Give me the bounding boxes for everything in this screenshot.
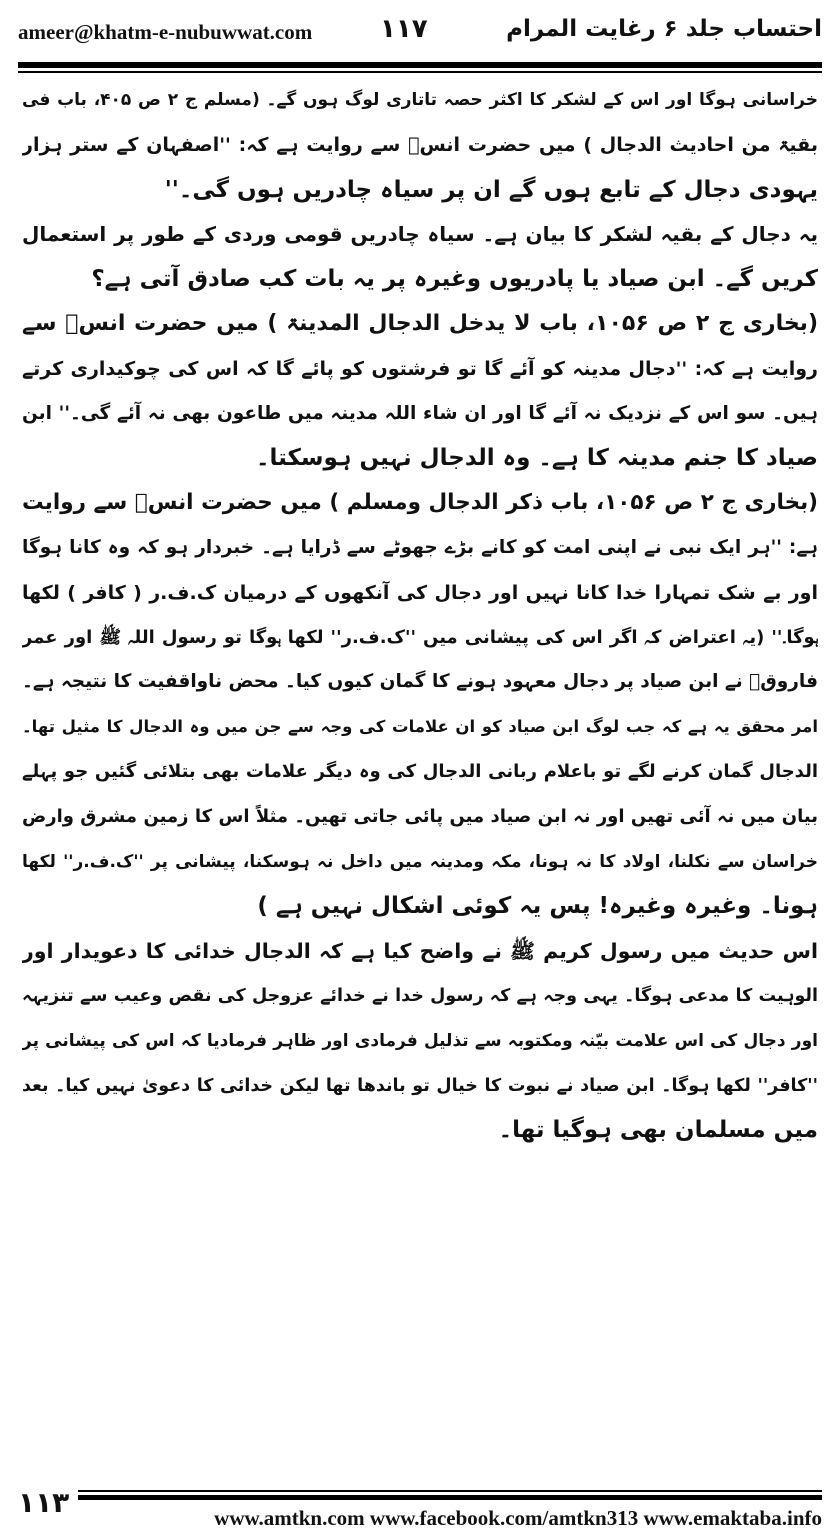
header-book-title: احتساب جلد ۶ رغایت المرام [506, 16, 822, 42]
text-line: الوہیت کا مدعی ہوگا۔ یہی وجہ ہے کہ رسول خدا نے خدائے عزوجل کی نقص وعیب سے تنزیہہ [22, 985, 818, 1006]
text-line: اور بے شک تمہارا خدا کانا نہیں اور دجال کی آنکھوں کے درمیان ک.ف.ر ( کافر ) لکھا [22, 581, 818, 604]
header-rule-thin [18, 71, 822, 73]
footer-rule-thick [78, 1495, 822, 1500]
page-body [22, 78, 818, 1478]
text-line: کریں گے۔ ابن صیاد یا پادریوں وغیرہ پر یہ بات کب صادق آتی ہے؟ [91, 266, 818, 293]
text-line: (بخاری ج ۲ ص ۱۰۵۶، باب ذکر الدجال ومسلم ) میں حضرت انسؓ سے روایت [22, 490, 818, 516]
text-line: میں مسلمان بھی ہوگیا تھا۔ [498, 1117, 818, 1144]
text-line: یہودی دجال کے تابع ہوں گے ان پر سیاہ چادریں ہوں گی۔'' [164, 176, 818, 203]
text-line: خراسان سے نکلنا، اولاد کا نہ ہونا، مکہ ومدینہ میں داخل نہ ہوسکنا، پیشانی پر ''ک.ف.ر'' لکھا [22, 851, 818, 872]
text-line: ہونا۔ وغیرہ وغیرہ! پس یہ کوئی اشکال نہیں ہے ) [257, 893, 818, 920]
text-line: امر محقق یہ ہے کہ جب لوگ ابن صیاد کو ان علامات کی وجہ سے جن میں وہ الدجال کا مثیل تھا۔ [22, 717, 818, 737]
footer-websites: www.amtkn.com www.facebook.com/amtkn313 www.emaktaba.info [214, 1506, 822, 1530]
text-line: ہیں۔ سو اس کے نزدیک نہ آئے گا اور ان شاء اللہ مدینہ میں طاعون بھی نہ آئے گی۔'' ابن [22, 402, 818, 424]
text-line: اور دجال کی اس علامت بیّنہ ومکتوبہ سے تذلیل فرمادی اور ظاہر فرمادیا کہ اس کی پیشانی پر [22, 1030, 818, 1051]
footer-rule-thin [78, 1490, 822, 1492]
text-line: بقیۃ من احادیث الدجال ) میں حضرت انسؓ سے روایت ہے کہ: ''اصفہان کے ستر ہزار [22, 133, 818, 156]
text-line: (بخاری ج ۲ ص ۱۰۵۶، باب لا یدخل الدجال المدینۃ ) میں حضرت انسؓ سے [22, 310, 818, 336]
text-line: خراسانی ہوگا اور اس کے لشکر کا اکثر حصہ تاتاری لوگ ہوں گے۔ (مسلم ج ۲ ص ۴۰۵، باب فی [22, 90, 818, 110]
text-line: یہ دجال کے بقیہ لشکر کا بیان ہے۔ سیاہ چادریں قومی وردی کے طور پر استعمال [22, 222, 818, 247]
header-email: ameer@khatm-e-nubuwwat.com [18, 20, 313, 44]
text-line: اس حدیث میں رسول کریم ﷺ نے واضح کیا ہے کہ الدجال خدائی کا دعویدار اور [22, 939, 818, 964]
text-line: فاروقؓ نے ابن صیاد پر دجال معہود ہونے کا گمان کیوں کیا۔ محض ناواقفیت کا نتیجہ ہے۔ [22, 671, 818, 693]
text-line: ''کافر'' لکھا ہوگا۔ ابن صیاد نے نبوت کا خیال تو باندھا تھا لیکن خدائی کا دعویٰ نہیں کیا۔ بعد [22, 1075, 818, 1096]
header-page-number: ۱۱۷ [380, 14, 428, 44]
text-line: روایت ہے کہ: ''دجال مدینہ کو آئے گا تو فرشتوں کو پائے گا کہ اس کی چوکیداری کرتے [22, 357, 818, 380]
text-line: ہے: ''ہر ایک نبی نے اپنی امت کو کانے بڑے جھوٹے سے ڈرایا ہے۔ خبردار ہو کہ وہ کانا ہوگا [22, 536, 818, 558]
text-line: الدجال گمان کرنے لگے تو باعلام ربانی الدجال کی وہ دیگر علامات بھی بتلائی گئیں جو پہلے [22, 760, 818, 782]
page-header [18, 14, 822, 54]
text-line: بیان میں نہ آئی تھیں اور نہ ابن صیاد میں پائی جاتی تھیں۔ مثلاً اس کا زمین مشرق وارض [22, 805, 818, 827]
footer-page-number: ۱۱۳ [18, 1486, 70, 1519]
text-line: ہوگا۔'' (یہ اعتراض کہ اگر اس کی پیشانی میں ''ک.ف.ر'' لکھا ہوگا تو رسول اللہ ﷺ اور عمر [22, 626, 818, 648]
text-line: صیاد کا جنم مدینہ کا ہے۔ وہ الدجال نہیں ہوسکتا۔ [256, 445, 818, 472]
header-rule-thick [18, 62, 822, 68]
